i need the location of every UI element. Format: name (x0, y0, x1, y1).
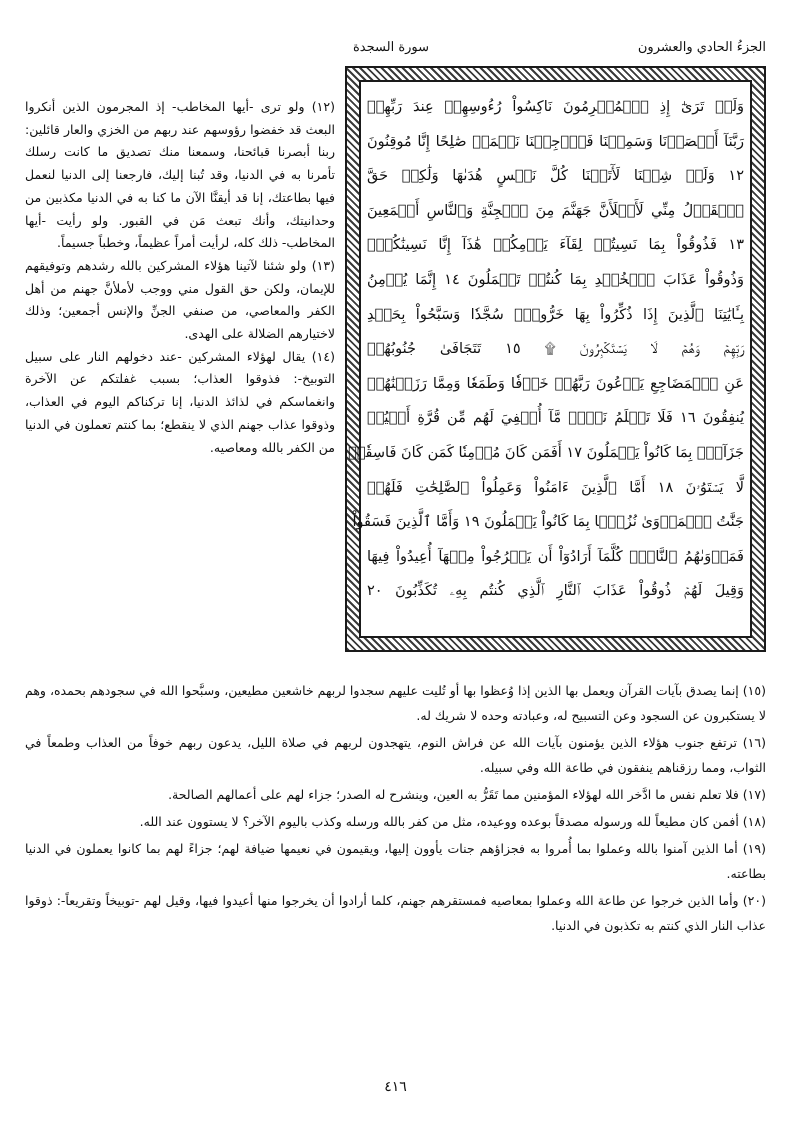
verse-line: وَقِيلَ لَهُمۡ ذُوقُواْ عَذَابَ ٱلنَّارِ ٱلَّذِي كُنتُم بِهِۦ تُكَذِّبُونَ ٢٠ (367, 583, 744, 600)
tafsir-paragraph: (١٥) إنما يصدق بآيات القرآن ويعمل بها الذين إذا وُعظوا بها أو تُليت عليهم سجدوا لربهم خاشعين مطيعين، وسبَّحوا الله في سجودهم بحمده، وهم لا يستكبرون عن السجود وعن التسبيح له، وعبادته وحده لا شريك له. (25, 683, 766, 723)
tafsir-paragraph: (١٣) ولو شئنا لآتينا هؤلاء المشركين بالله رشدهم وتوفيقهم للإيمان، ولكن حق القول مني ووجب لأملأنَّ جهنم من أهل الكفر والمعاصي، من صنفي الجنِّ والإنس أجمعين؛ وذلك لاختيارهم الضلالة على الهدى. (25, 257, 335, 342)
verse-line: ١٣ فَذُوقُواْ بِمَا نَسِيتُمۡ لِقَآءَ يَوۡمِكُمۡ هَٰذَآ إِنَّا نَسِينَٰكُمۡۖ (367, 237, 744, 254)
verse-text-block (348, 90, 744, 628)
verse-line: ١٢ وَلَوۡ شِئۡنَا لَأٓتَيۡنَا كُلَّ نَفۡسٍ هُدَىٰهَا وَلَٰكِنۡ حَقَّ (367, 168, 744, 185)
frame-inner-border (348, 80, 752, 638)
tafsir-full-width (25, 678, 766, 940)
verse-line: يُنفِقُونَ ١٦ فَلَا تَعۡلَمُ نَفۡسٞ مَّآ أُخۡفِيَ لَهُم مِّن قُرَّةِ أَعۡيُنٖ (367, 410, 744, 427)
verse-line: وَلَوۡ تَرَىٰٓ إِذِ ٱلۡمُجۡرِمُونَ نَاكِسُواْ رُءُوسِهِمۡ عِندَ رَبِّهِمۡ (367, 99, 744, 115)
quran-text-frame (345, 66, 766, 652)
tafsir-paragraph: (٢٠) وأما الذين خرجوا عن طاعة الله وعملوا بمعاصيه فمستقرهم جهنم، كلما أرادوا أن يخرجوا منها أعيدوا فيها، وقيل لهم -توبيخاً وتقريعاً-: ذوقوا عذاب النار الذي كنتم به تكذبون في الدنيا. (25, 893, 766, 933)
tafsir-paragraph: (١٩) أما الذين آمنوا بالله وعملوا بما أُمروا به فجزاؤهم جنات يأوون إليها، ويقيمون في نعيمها ضيافة لهم؛ جزاءً لهم بما كانوا يعملون في الدنيا بطاعته. (25, 841, 766, 881)
verse-line: جَنَّٰتُ ٱلۡمَأۡوَىٰ نُزُلَۢا بِمَا كَانُواْ يَعۡمَلُونَ ١٩ وَأَمَّا ٱلَّذِينَ فَسَقُواْ (352, 514, 744, 531)
verse-line: عَنِ ٱلۡمَضَاجِعِ يَدۡعُونَ رَبَّهُمۡ خَوۡفٗا وَطَمَعٗا وَمِمَّا رَزَقۡنَٰهُمۡ (367, 375, 744, 392)
tafsir-paragraph: (١٨) أفمن كان مطيعاً لله ورسوله مصدقاً بوعده ووعيده، مثل من كفر بالله ورسله وكذب باليوم الآخر؟ لا يستوون عند الله. (139, 814, 766, 829)
verse-line: فَمَأۡوَىٰهُمُ ٱلنَّارُۖ كُلَّمَآ أَرَادُوٓاْ أَن يَخۡرُجُواْ مِنۡهَآ أُعِيدُواْ فِيهَا (367, 548, 744, 565)
verse-line: وَذُوقُواْ عَذَابَ ٱلۡخُلۡدِ بِمَا كُنتُمۡ تَعۡمَلُونَ ١٤ إِنَّمَا يُؤۡمِنُ (367, 271, 744, 288)
tafsir-paragraph: (١٤) يقال لهؤلاء المشركين -عند دخولهم النار على سبيل التوبيخ-: فذوقوا العذاب؛ بسبب غفلتكم عن الآخرة وانغماسكم في لذائذ الدنيا، إنا تركناكم اليوم في العذاب، وذوقوا عذاب جهنم الذي لا ينقطع؛ بما كنتم تعملون في الدنيا من الكفر بالله ومعاصيه. (25, 348, 335, 455)
verse-line: ٱلۡقَوۡلُ مِنِّي لَأَمۡلَأَنَّ جَهَنَّمَ مِنَ ٱلۡجِنَّةِ وَٱلنَّاسِ أَجۡمَعِينَ (367, 202, 744, 219)
verse-line: رَبَّنَآ أَبۡصَرۡنَا وَسَمِعۡنَا فَٱرۡجِعۡنَا نَعۡمَلۡ صَٰلِحًا إِنَّا مُوقِنُونَ (367, 133, 744, 150)
verse-line: جَزَآءَۢ بِمَا كَانُواْ يَعۡمَلُونَ ١٧ أَفَمَن كَانَ مُؤۡمِنٗا كَمَن كَانَ فَاسِقٗاۚ (348, 444, 744, 461)
juz-header: الجزءُ الحادي والعشرون (637, 40, 766, 55)
tafsir-paragraph: (١٦) ترتفع جنوب هؤلاء الذين يؤمنون بآيات الله عن فراش النوم، يتهجدون لربهم في صلاة الليل، يدعون ربهم خوفاً من العذاب وطمعاً في الثواب، ومما رزقناهم ينفقون في طاعة الله وفي سبيله. (25, 735, 766, 775)
tafsir-paragraph: (١٢) ولو ترى -أيها المخاطب- إذ المجرمون الذين أنكروا البعث قد خفضوا رؤوسهم عند ربهم من الخزي والعار قائلين: ربنا أبصرنا قبائحنا، وسمعنا منك تصديق ما كانت رسلك تأمرنا به في الدنيا، وقد تُبنا إليك، فارجعنا إلى الدنيا لنعمل فيها بطاعتك، إنا قد أيقنَّا الآن ما كنا به في الدنيا مكذبين من وحدانيتك، وأنك تبعث مَن في القبور. ولو رأيت -أيها المخاطب- ذلك كله، لرأيت أمراً عظيماً، وخطباً جسيماً. (25, 99, 335, 251)
page-number: ٤١٦ (384, 1079, 407, 1095)
verse-line: رَبِّهِمۡ وَهُمۡ لَا يَسۡتَكۡبِرُونَ ۩ ١٥ تَتَجَافَىٰ جُنُوبُهُمۡ (367, 341, 744, 358)
tafsir-side-column (25, 96, 335, 459)
tafsir-paragraph: (١٧) فلا تعلم نفس ما ادَّخر الله لهؤلاء المؤمنين مما تَقَرُّ به العين، وينشرح له الصدر؛ جزاء لهم على أعمالهم الصالحة. (168, 787, 766, 802)
verse-line: بِـَٔايَٰتِنَا ٱلَّذِينَ إِذَا ذُكِّرُواْ بِهَا خَرُّواْۤ سُجَّدٗا وَسَبَّحُواْ بِحَمۡدِ (367, 306, 744, 323)
surah-header: سورة السجدة (353, 40, 430, 55)
verse-line: لَّا يَسۡتَوُۥنَ ١٨ أَمَّا ٱلَّذِينَ ءَامَنُواْ وَعَمِلُواْ ٱلصَّٰلِحَٰتِ فَلَهُمۡ (367, 479, 744, 496)
